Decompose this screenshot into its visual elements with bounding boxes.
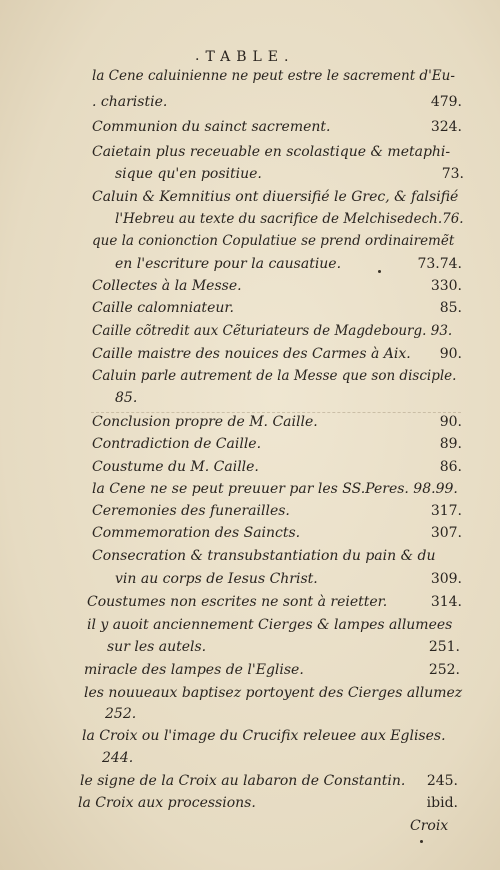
ink-speck (420, 840, 423, 843)
entry-page: 73. (441, 166, 464, 182)
index-line (82, 725, 468, 747)
index-line (87, 591, 462, 613)
index-line (92, 500, 462, 522)
entry-text: que la conionction Copulatiue se prend ordinairemẽt (92, 233, 455, 249)
entry-text: Contradiction de Caille. (92, 436, 262, 452)
ink-speck (378, 270, 381, 273)
entry-page: 245. (426, 773, 458, 789)
entry-text: sur les autels. (107, 639, 207, 655)
index-line (92, 320, 464, 342)
entry-page: 73.74. (417, 256, 462, 272)
entry-text: Ceremonies des funerailles. (92, 503, 290, 519)
index-line (87, 614, 462, 636)
entry-text: 85. (115, 390, 138, 406)
catchword: Croix (410, 818, 449, 834)
index-line (78, 792, 458, 814)
entry-text: miracle des lampes de l'Eglise. (84, 662, 304, 678)
entry-page: 90. (439, 346, 462, 362)
index-line (92, 275, 462, 297)
entry-page: 317. (430, 503, 462, 519)
entry-page: 307. (430, 525, 462, 541)
entry-page: 330. (430, 278, 462, 294)
index-line (115, 253, 462, 275)
index-line (107, 636, 460, 658)
entry-text: 244. (102, 750, 134, 766)
index-line (92, 478, 462, 500)
entry-text: la Cene caluinienne ne peut estre le sacrement d'Eu- (92, 68, 455, 84)
index-line (102, 747, 182, 769)
entry-page: 85. (439, 300, 462, 316)
entry-text: Consecration & transubstantiation du pain & du (92, 548, 436, 564)
entry-page: 90. (439, 414, 462, 430)
entry-text: la Cene ne se peut preuuer par les SS.Peres. 98.99. (92, 481, 458, 497)
entry-text: Caluin & Kemnitius ont diuersifié le Grec, & falsifié (92, 189, 459, 205)
entry-text: sique qu'en positiue. (115, 166, 262, 182)
entry-text: Caille maistre des nouices des Carmes à Aix. (92, 346, 411, 362)
index-line (84, 659, 460, 681)
index-line (115, 163, 464, 185)
index-line (92, 365, 464, 387)
entry-text: Caille cõtredit aux Cẽturiateurs de Magdebourg. 93. (92, 323, 453, 339)
entry-text: le signe de la Croix au labaron de Constantin. (80, 773, 406, 789)
index-line (115, 208, 464, 230)
entry-text: Conclusion propre de M. Caille. (92, 414, 318, 430)
entry-text: Coustumes non escrites ne sont à reietter. (87, 594, 388, 610)
entry-page: 309. (430, 571, 462, 587)
entry-text: 252. (105, 706, 137, 722)
index-line (115, 568, 462, 590)
index-line (92, 65, 464, 87)
index-line (92, 186, 464, 208)
index-line (80, 770, 458, 792)
header-dot: . (195, 48, 200, 64)
entry-text: l'Hebreu au texte du sacrifice de Melchisedech.76. (115, 211, 464, 227)
entry-text: Commemoration des Saincts. (92, 525, 301, 541)
entry-page: 479. (430, 94, 462, 110)
entry-text: il y auoit anciennement Cierges & lampes allumees (87, 617, 453, 633)
index-line (92, 297, 462, 319)
index-line (92, 456, 462, 478)
index-line (92, 433, 462, 455)
index-line (92, 411, 462, 433)
index-line (92, 522, 462, 544)
entry-page: 252. (428, 662, 460, 678)
entry-page: 324. (430, 119, 462, 135)
index-line (92, 141, 464, 163)
entry-text: vin au corps de Iesus Christ. (115, 571, 318, 587)
index-line (92, 91, 462, 113)
entry-text: Communion du sainct sacrement. (92, 119, 331, 135)
index-line (92, 545, 464, 567)
entry-text: la Croix ou l'image du Crucifix releuee aux Eglises. (82, 728, 446, 744)
entry-text: la Croix aux processions. (78, 795, 256, 811)
header-title: TABLE. (205, 49, 295, 65)
entry-page: 86. (439, 459, 462, 475)
entry-text: en l'escriture pour la causatiue. (115, 256, 342, 272)
entry-text: Coustume du M. Caille. (92, 459, 259, 475)
index-line (92, 116, 462, 138)
index-line (410, 815, 460, 837)
entry-page: ibid. (426, 795, 458, 811)
entry-page: 251. (428, 639, 460, 655)
index-line (92, 343, 462, 365)
entry-page: 314. (430, 594, 462, 610)
entry-text: Collectes à la Messe. (92, 278, 242, 294)
index-line (84, 682, 464, 704)
entry-text: Caille calomniateur. (92, 300, 234, 316)
entry-text: Caietain plus receuable en scolastique & metaphi- (92, 144, 451, 160)
index-line (92, 230, 464, 252)
entry-page: 89. (439, 436, 462, 452)
index-line (115, 387, 215, 409)
entry-text: . charistie. (92, 94, 168, 110)
index-line (105, 703, 185, 725)
entry-text: les nouueaux baptisez portoyent des Cierges allumez (84, 685, 463, 701)
entry-text: Caluin parle autrement de la Messe que son disciple. (92, 368, 457, 384)
